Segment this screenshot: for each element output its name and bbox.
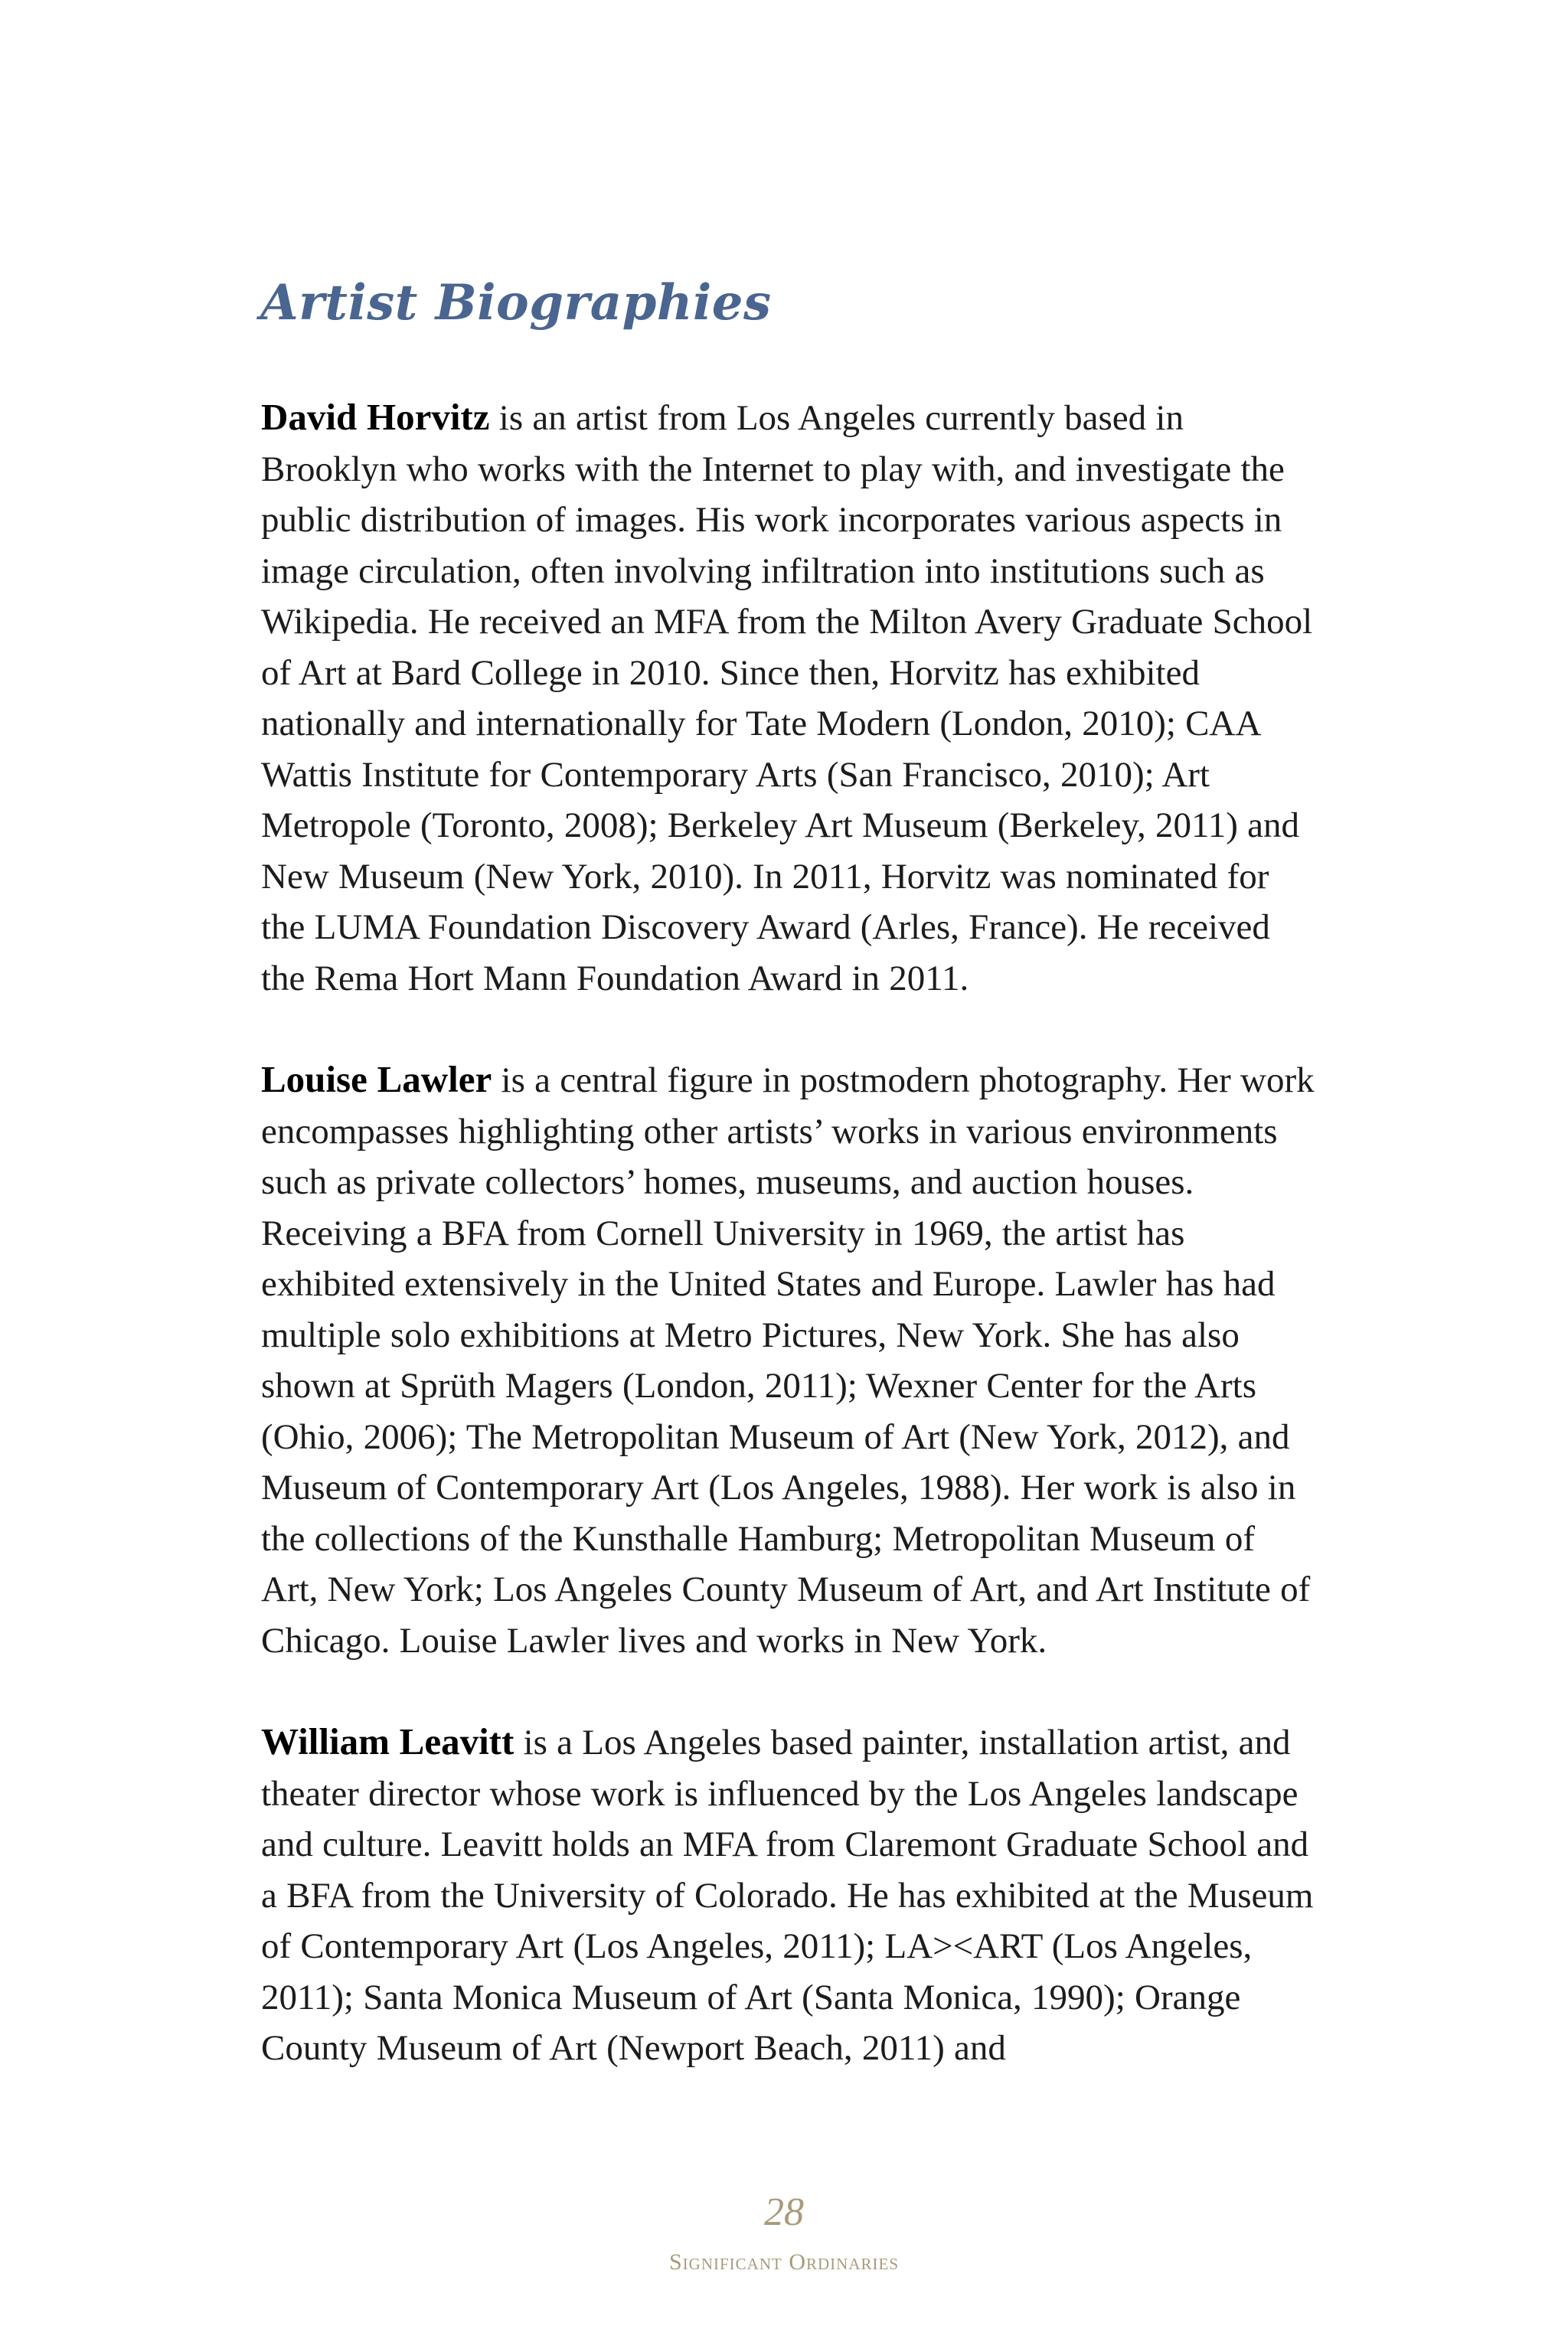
bio-text: is an artist from Los Angeles currently based in Brooklyn who works with the Internet to play with, and investigate the public distribution of images. His work incorporates various aspects in image circulation, often involving infiltration into institutions such as Wikipedia. He received an MFA from the Milton Avery Graduate School of Art at Bard College in 2010. Since then, Horvitz has exhibited nationally and internationally for Tate Modern (London, 2010); CAA Wattis Institute for Contemporary Arts (San Francisco, 2010); Art Metropole (Toronto, 2008); Berkeley Art Museum (Berkeley, 2011) and New Museum (New York, 2010). In 2011, Horvitz was nominated for the LUMA Foundation Discovery Award (Arles, France). He received the Rema Hort Mann Foundation Award in 2011. [261, 398, 1313, 998]
bio-text: is a central figure in postmodern photography. Her work encompasses highlighting other artists’ works in various environments such as private collectors’ homes, museums, and auction houses. Receiving a BFA from Cornell University in 1969, the artist has exhibited extensively in the United States and Europe. Lawler has had multiple solo exhibitions at Metro Pictures, New York. She has also shown at Sprüth Magers (London, 2011); Wexner Center for the Arts (Ohio, 2006); The Metropolitan Museum of Art (New York, 2012), and Museum of Contemporary Art (Los Angeles, 1988). Her work is also in the collections of the Kunsthalle Hamburg; Metropolitan Museum of Art, New York; Los Angeles County Museum of Art, and Art Institute of Chicago. Louise Lawler lives and works in New York. [261, 1060, 1315, 1661]
page-number: 28 [764, 2190, 804, 2234]
bio-william-leavitt [261, 1717, 1318, 2074]
bio-louise-lawler [261, 1054, 1318, 1666]
bio-text: is a Los Angeles based painter, installation artist, and theater director whose work is influenced by the Los Angeles landscape and culture. Leavitt holds an MFA from Claremont Graduate School and a BFA from the University of Colorado. He has exhibited at the Museum of Contemporary Art (Los Angeles, 2011); LA><ART (Los Angeles, 2011); Santa Monica Museum of Art (Santa Monica, 1990); Orange County Museum of Art (Newport Beach, 2011) and [261, 1723, 1314, 2068]
artist-name: David Horvitz [261, 396, 490, 438]
biographies [261, 392, 1318, 2125]
running-footer: Significant Ordinaries [668, 2249, 899, 2275]
artist-name: William Leavitt [261, 1720, 514, 1762]
page-title: Artist Biographies [260, 274, 772, 332]
artist-name: Louise Lawler [261, 1058, 492, 1100]
bio-david-horvitz [261, 392, 1318, 1004]
